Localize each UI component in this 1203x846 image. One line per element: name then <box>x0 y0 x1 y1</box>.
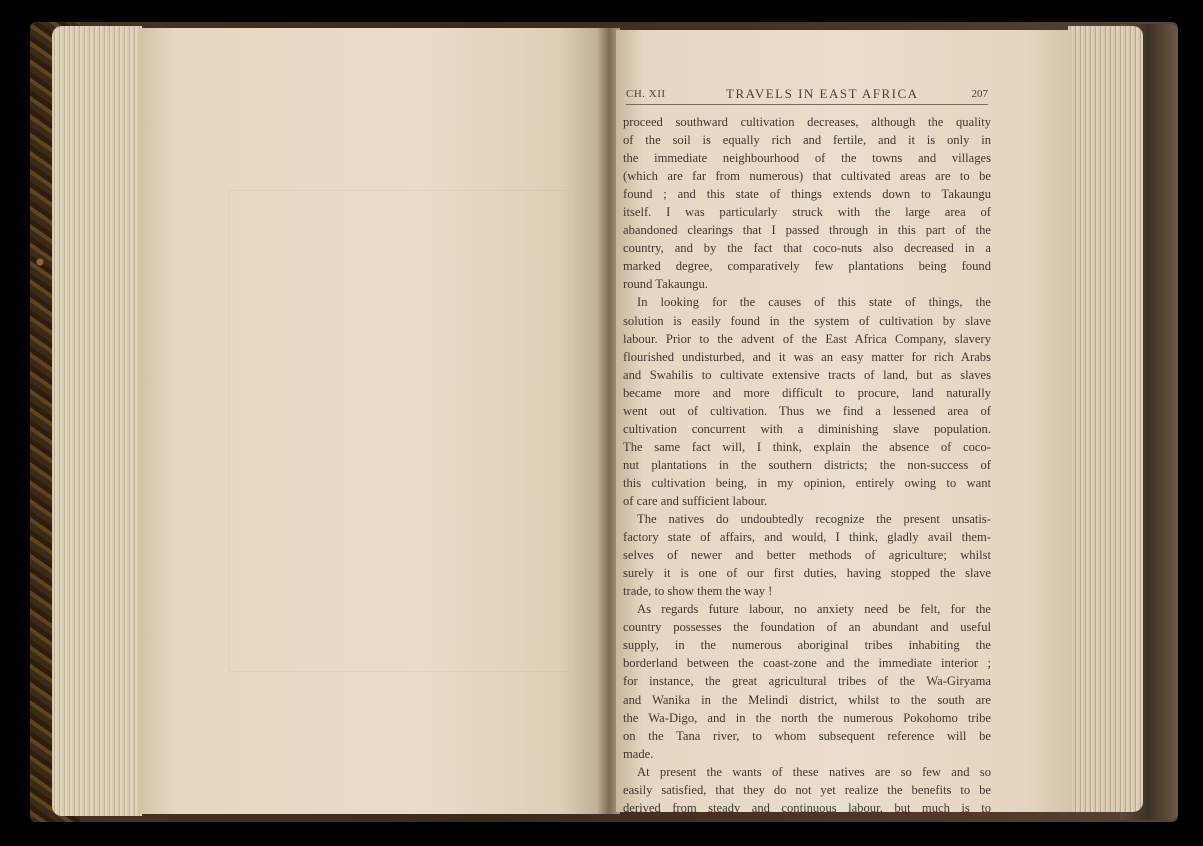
text-line: borderland between the coast-zone and the immediate interior ; <box>623 656 991 671</box>
text-line: The natives do undoubtedly recognize the present unsatis- <box>637 512 991 527</box>
text-line: cultivation concurrent with a diminishing slave population. <box>623 421 991 436</box>
text-line: of the soil is equally rich and fertile, and it is only in <box>623 133 991 148</box>
text-line: the immediate neighbourhood of the towns and villages <box>623 151 991 166</box>
text-line: As regards future labour, no anxiety need be felt, for the <box>637 602 991 617</box>
running-header <box>626 86 988 105</box>
text-line: the Wa-Digo, and in the north the numerous Pokohomo tribe <box>623 710 991 725</box>
running-title: TRAVELS IN EAST AFRICA <box>726 86 919 101</box>
text-line: and Swahilis to cultivate extensive tracts of land, but as slaves <box>623 367 991 382</box>
text-line: derived from steady and continuous labour, but much is to <box>623 800 991 815</box>
text-line: country, and by the fact that coco-nuts also decreased in a <box>623 241 991 256</box>
text-line: made. <box>623 746 654 761</box>
text-line: on the Tana river, to whom subsequent reference will be <box>623 728 991 743</box>
chapter-label: CH. XII <box>626 88 666 100</box>
text-line: found ; and this state of things extends down to Takaungu <box>623 187 991 202</box>
text-line: In looking for the causes of this state of things, the <box>637 295 991 310</box>
body-text <box>623 113 991 817</box>
text-line: became more and more difficult to procure, land naturally <box>623 385 991 400</box>
text-line: this cultivation being, in my opinion, entirely owing to want <box>623 475 991 490</box>
text-line: selves of newer and better methods of agriculture; whilst <box>623 548 991 563</box>
text-line: went out of cultivation. Thus we find a lessened area of <box>623 403 991 418</box>
page-number: 207 <box>971 88 988 100</box>
page-edges-right <box>1068 26 1143 812</box>
text-line: itself. I was particularly struck with the large area of <box>623 205 991 220</box>
text-line: abandoned clearings that I passed through in this part of the <box>623 223 991 238</box>
text-line: and Wanika in the Melindi district, whilst to the south are <box>623 692 991 707</box>
text-line: of care and sufficient labour. <box>623 493 768 508</box>
text-line: flourished undisturbed, and it was an easy matter for rich Arabs <box>623 349 991 364</box>
text-line: marked degree, comparatively few plantations being found <box>623 259 991 274</box>
text-line: factory state of affairs, and would, I think, gladly avail them- <box>623 530 991 545</box>
text-line: proceed southward cultivation decreases, although the quality <box>623 115 991 129</box>
text-line: country possesses the foundation of an abundant and useful <box>623 620 991 635</box>
text-line: The same fact will, I think, explain the absence of coco- <box>623 439 991 454</box>
text-line: round Takaungu. <box>623 277 708 292</box>
page-edges-left <box>52 26 142 816</box>
show-through-area <box>228 190 570 672</box>
text-line: surely it is one of our first duties, having stopped the slave <box>623 566 991 581</box>
text-line: At present the wants of these natives are so few and so <box>637 764 991 779</box>
text-line: for instance, the great agricultural tribes of the Wa-Giryama <box>623 674 991 689</box>
text-line: nut plantations in the southern districts; the non-success of <box>623 457 991 472</box>
text-line: trade, to show them the way ! <box>623 584 773 599</box>
text-line: easily satisfied, that they do not yet realize the benefits to be <box>623 782 991 797</box>
text-line: labour. Prior to the advent of the East Africa Company, slavery <box>623 331 991 346</box>
text-line: solution is easily found in the system of cultivation by slave <box>623 313 991 328</box>
text-line: supply, in the numerous aboriginal tribes inhabiting the <box>623 638 991 653</box>
text-line: (which are far from numerous) that cultivated areas are to be <box>623 169 991 184</box>
